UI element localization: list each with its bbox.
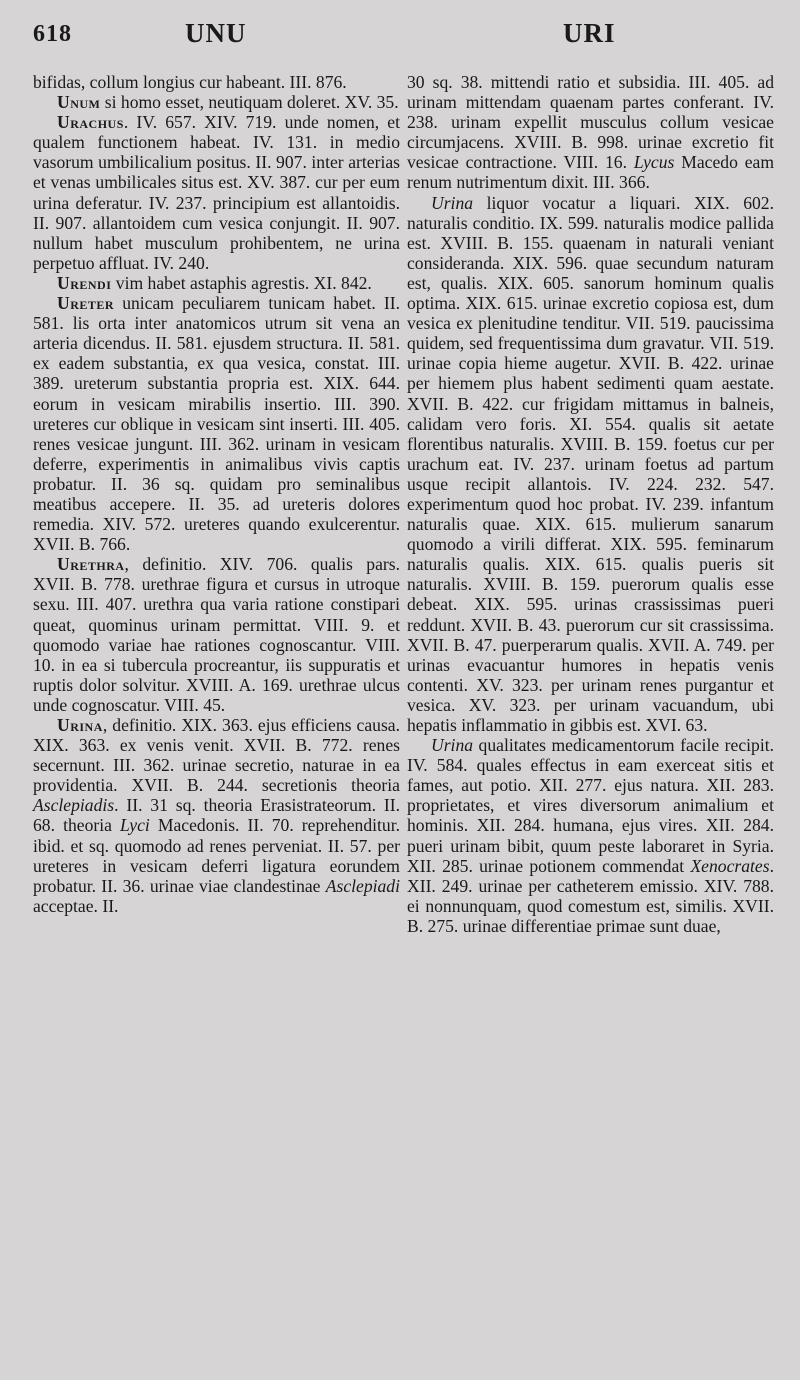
italic-name: Asclepiadi xyxy=(325,875,400,896)
index-entry xyxy=(33,715,400,916)
entry-headword: Ureter xyxy=(57,293,115,314)
entry-headword: Unum xyxy=(57,92,101,113)
entry-text: , definitio. XIV. 706. qualis pars. XVII. B. 778. urethrae figura et cursus in utroque sexu. III. 407. urethra qua varia ratione constipari queat, quominus urinam permittat. VIII. 9. et quomodo variae hae rationes cognoscantur. VIII. 10. in ea si tubercula procreantur, iis suppuratis et ruptis dolor solvitur. XVIII. A. 169. urethrae ulcus unde cognoscatur. VIII. 45. xyxy=(33,554,400,715)
entry-text: Macedonis. II. 70. reprehenditur. ibid. et sq. quomodo ad renes perveniat. II. 57. per ureteres in vesicam deferri ligatura eorundem probatur. II. 36. urinae viae clandestinae xyxy=(33,815,400,896)
index-entry-continuation xyxy=(407,72,774,193)
entry-headword: Urina xyxy=(431,735,474,756)
entry-headword: Urendi xyxy=(57,272,112,293)
right-running-head: URI xyxy=(563,18,616,48)
entry-headword: Urachus xyxy=(57,112,124,133)
left-running-head: UNU xyxy=(185,18,247,48)
entry-text: 30 sq. 38. mittendi ratio et subsidia. III. 405. ad urinam mittendam quaenam partes conferant. IV. 238. urinam expellit musculus collum vesicae circumjacens. XVIII. B. 998. urinae excretio fit vesicae contractione. VIII. 16. xyxy=(407,72,774,173)
entry-text: . XII. 249. urinae per catheterem emissio. XIV. 788. ei nonnunquam, quod comestum est, similis. XVII. B. 275. urinae differentiae primae sunt duae, xyxy=(407,855,774,936)
entry-text: vim habet astaphis agrestis. XI. 842. xyxy=(111,272,372,293)
entry-headword: Urina xyxy=(57,715,103,735)
entry-text: acceptae. II. xyxy=(33,895,119,916)
entry-text: si homo esset, neutiquam doleret. XV. 35. xyxy=(100,92,399,113)
entry-text: Macedo eam renum nutrimentum dixit. III. 366. xyxy=(407,152,775,193)
index-entry xyxy=(407,735,774,936)
italic-name: Asclepiadis xyxy=(33,795,115,816)
left-column xyxy=(33,72,400,916)
index-entry xyxy=(33,293,400,554)
entry-headword: Urina xyxy=(431,192,474,213)
index-entry xyxy=(33,92,400,112)
entry-text: , definitio. XIX. 363. ejus efficiens causa. XIX. 363. ex venis venit. XVII. B. 772. renes secernunt. III. 362. urinae secretio, naturae in ea providentia. XVII. B. 244. secretionis theoria xyxy=(33,715,400,796)
entry-text: unicam peculiarem tunicam habet. II. 581. lis orta inter anatomicos utrum sit vena an arteria dicendus. II. 581. ejusdem structura. II. 581. ex eadem substantia, ex qua vesica, constat. III. 389. ureterum substantia propria est. XIX. 644. eorum in vesicam mirabilis insertio. III. 390. ureteres cur oblique in vesicam sint inserti. III. 405. renes vesicae jungunt. III. 362. urinam in vesicam deferre, experimentis in animalibus vivis captis probatur. II. 36 sq. quidam pro seminalibus meatibus accepere. II. 35. ad ureteris dolores remedia. XIV. 572. ureteres quando exulcerentur. XVII. B. 766. xyxy=(33,293,400,555)
entry-text: qualitates medicamentorum facile recipit. IV. 584. quales effectus in eam exerceat sitis et fames, aut potio. XII. 277. ejus natura. XII. 283. proprietates, et vires diversorum animalium et hominis. XII. 284. humana, ejus vires. XII. 284. pueri urinam bibit, quum peste laboraret in Syria. XII. 285. urinae potionem commendat xyxy=(407,735,774,876)
italic-name: Xenocrates xyxy=(690,855,770,876)
entry-text: . IV. 657. XIV. 719. unde nomen, et qualem functionem habeat. IV. 131. in medio vasorum umbilicalium positus. II. 907. inter arterias et venas umbilicales situs est. XV. 387. cur per eum urina deferatur. IV. 237. principium est allantoidis. II. 907. allantoidem cum vesica conjungit. II. 907. nullum habet musculum prohibentem, ne urina perpetuo affluat. IV. 240. xyxy=(33,112,400,273)
running-header xyxy=(0,18,800,58)
italic-name: Lyci xyxy=(120,815,150,836)
index-entry-continuation xyxy=(33,72,400,92)
entry-text: liquor vocatur a liquari. XIX. 602. naturalis conditio. IX. 599. naturalis modice pallida est. XVIII. B. 155. quaenam in naturali veniant consideranda. XIX. 596. quae secundum naturam est, qualis. XIX. 605. sanorum hominum qualis optima. XIX. 615. urinae excretio copiosa est, dum vesica ex plenitudine tenditur. VII. 519. paucissima quidem, sed frequentissima dum gravatur. VII. 519. urinae copia hieme augetur. XVII. B. 422. urinae per hiemem plus habent sedimenti quam aestate. XVII. B. 422. cur frigidam mittamus in balneis, calidam vero foris. XI. 554. qualis sit aetate florentibus naturalis. XVIII. B. 159. foetus cur per urachum eat. IV. 237. urinam foetus ad partum usque recipit allantois. IV. 224. 232. 547. experimentum quod hoc probat. IV. 239. infantum naturalis quae. XIX. 615. mulierum sanarum quomodo a virili differat. XIX. 595. feminarum naturalis qualis. XIX. 615. qualis pueris sit naturalis. XVIII. B. 159. puerorum qualis esse debeat. XIX. 595. urinas crassissimas pueri reddunt. XVII. B. 43. puerorum cur sit crassissima. XVII. B. 47. puerperarum qualis. XVII. A. 749. per urinas evacuantur humores in hepatis venis contenti. XV. 323. per urinam renes purgantur et vesica. XV. 323. per urinam vacuandum, ubi hepatis inflammatio in gibbis est. XVI. 63. xyxy=(407,192,774,735)
italic-name: Lycus xyxy=(633,152,675,173)
index-entry xyxy=(33,554,400,715)
index-entry xyxy=(33,112,400,273)
entry-text: bifidas, collum longius cur habeant. III. 876. xyxy=(33,72,347,92)
entry-headword: Urethra xyxy=(57,554,125,575)
entry-text: . II. 31 sq. theoria Erasistrateorum. II. 68. theoria xyxy=(33,795,400,836)
page-number: 618 xyxy=(33,21,72,47)
index-entry xyxy=(33,273,400,293)
index-entry xyxy=(407,193,774,736)
right-column xyxy=(407,72,774,936)
